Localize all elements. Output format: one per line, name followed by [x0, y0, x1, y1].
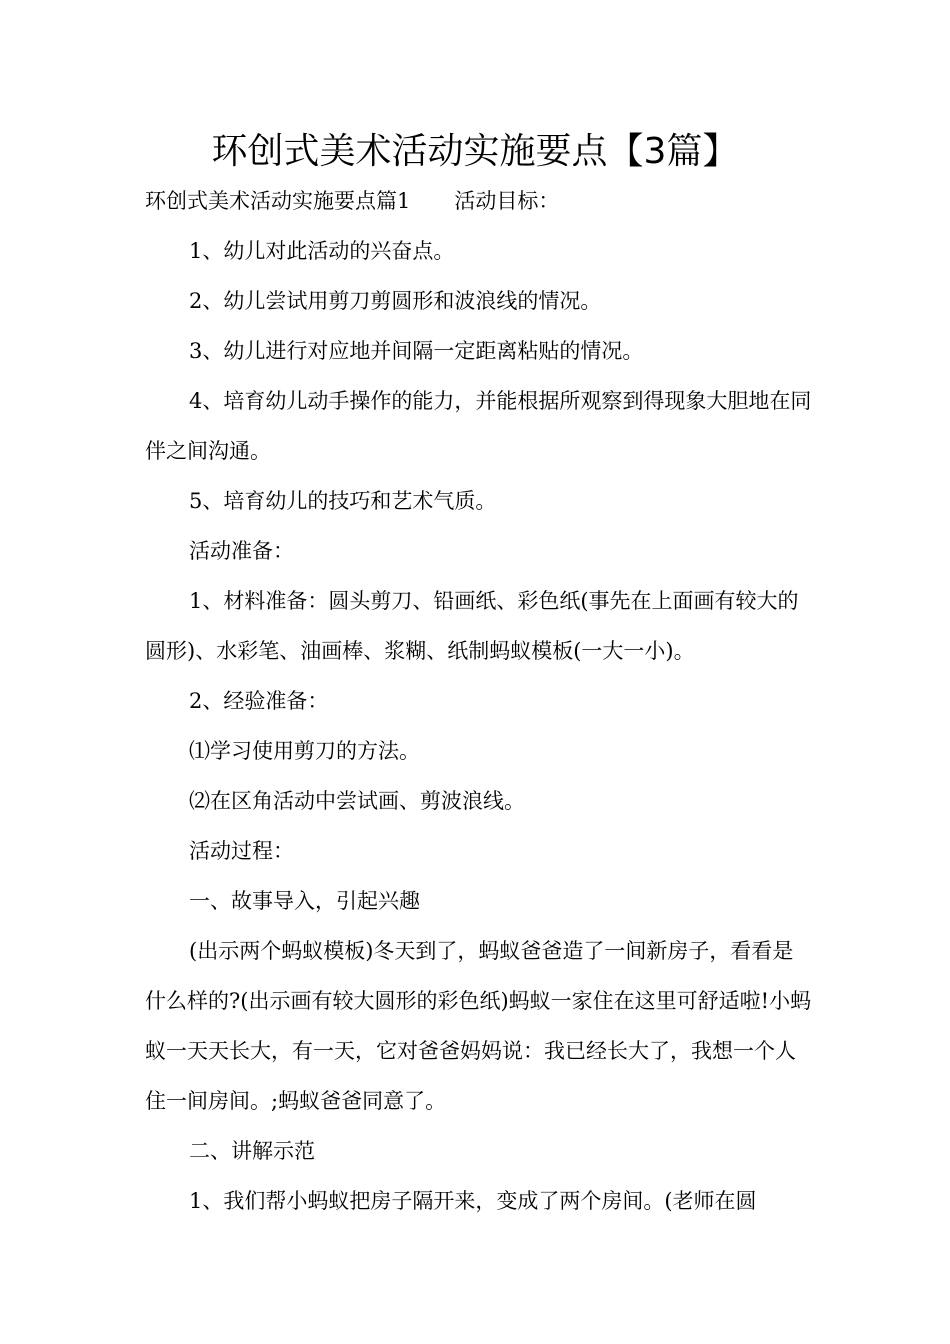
document-body — [145, 176, 813, 1226]
paragraph-experience-1: ⑴学习使用剪刀的方法。 — [189, 739, 420, 763]
paragraph-goal-3: 3、幼儿进行对应地并间隔一定距离粘贴的情况。 — [189, 339, 644, 363]
intro-line — [145, 176, 813, 226]
paragraph-goal-2: 2、幼儿尝试用剪刀剪圆形和波浪线的情况。 — [189, 289, 602, 313]
paragraph-goal-5: 5、培育幼儿的技巧和艺术气质。 — [189, 489, 497, 513]
paragraph-goal-4: 4、培育幼儿动手操作的能力，并能根据所观察到得现象大胆地在同伴之间沟通。 — [145, 389, 812, 463]
section-heading-preparation: 活动准备： — [189, 539, 294, 563]
paragraph-experience-preparation: 2、经验准备： — [189, 689, 329, 713]
section-heading-demo: 二、讲解示范 — [189, 1139, 315, 1163]
paragraph-material-preparation: 1、材料准备：圆头剪刀、铅画纸、彩色纸(事先在上面画有较大的圆形)、水彩笔、油画棒、浆糊、纸制蚂蚁模板(一大一小)。 — [145, 589, 799, 663]
section-heading-story: 一、故事导入，引起兴趣 — [189, 889, 420, 913]
intro-label: 活动目标： — [454, 189, 560, 213]
intro-heading: 环创式美术活动实施要点篇1 — [145, 189, 411, 213]
paragraph-story: (出示两个蚂蚁模板)冬天到了，蚂蚁爸爸造了一间新房子，看看是什么样的?(出示画有较大圆形的彩色纸)蚂蚁一家住在这里可舒适啦!小蚂蚁一天天长大，有一天，它对爸爸妈妈说：我已经长大了，我想一个人住一间房间。;蚂蚁爸爸同意了。 — [145, 939, 812, 1113]
section-heading-process: 活动过程： — [189, 839, 294, 863]
paragraph-experience-2: ⑵在区角活动中尝试画、剪波浪线。 — [189, 789, 525, 813]
document-title: 环创式美术活动实施要点【3篇】 — [211, 131, 739, 172]
paragraph-goal-1: 1、幼儿对此活动的兴奋点。 — [189, 239, 455, 263]
paragraph-demo-1: 1、我们帮小蚂蚁把房子隔开来，变成了两个房间。(老师在圆 — [189, 1189, 757, 1213]
